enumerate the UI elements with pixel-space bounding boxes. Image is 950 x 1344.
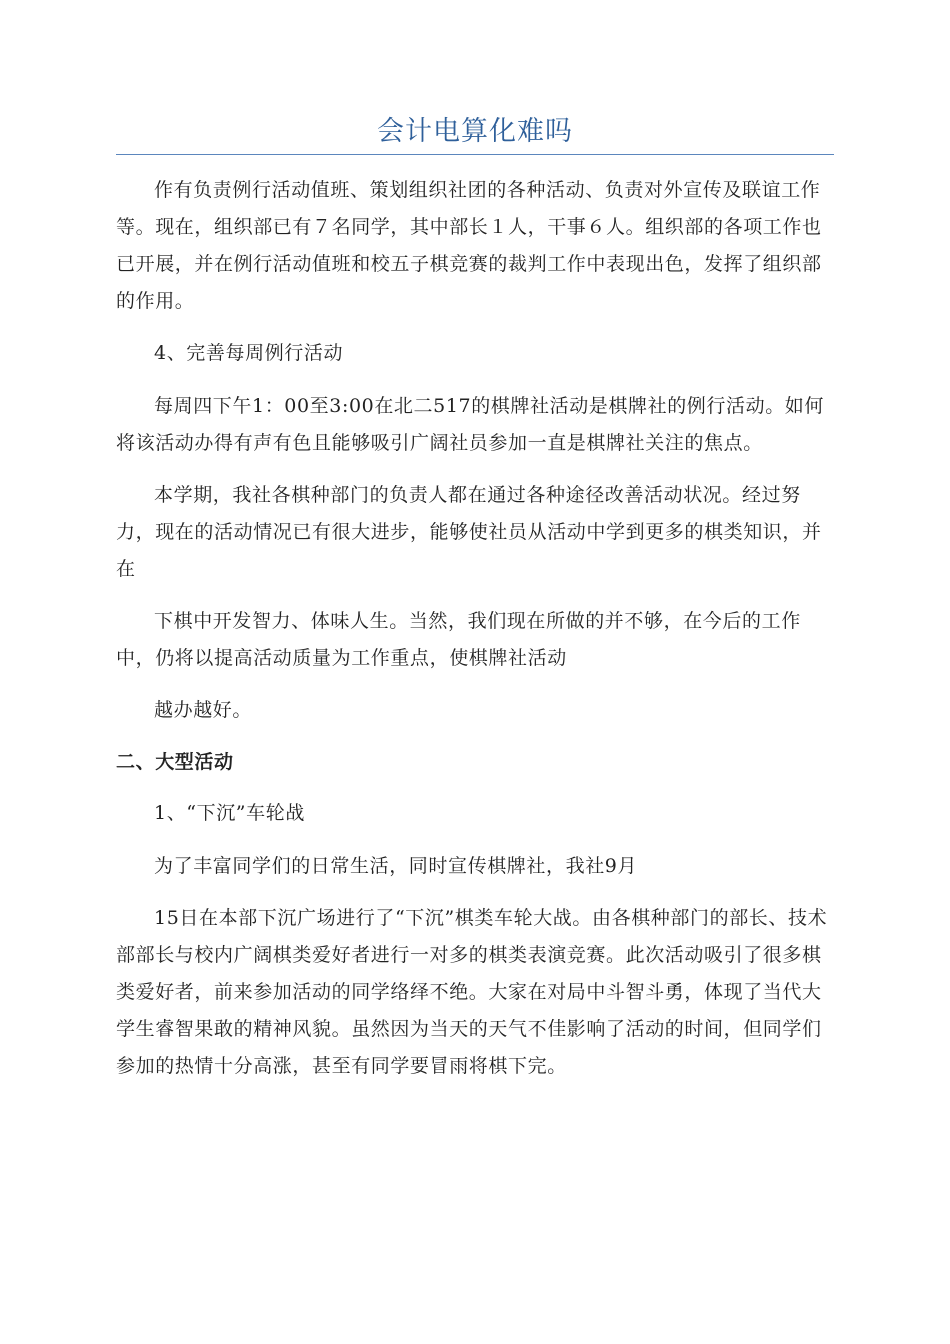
paragraph: 作有负责例行活动值班、策划组织社团的各种活动、负责对外宣传及联谊工作等。现在，组织部已有７名同学，其中部长１人，干事６人。组织部的各项工作也已开展，并在例行活动值班和校五子棋竞赛的裁判工作中表现出色，发挥了组织部的作用。 (116, 179, 822, 312)
paragraph: 15日在本部下沉广场进行了“下沉”棋类车轮大战。由各棋种部门的部长、技术部部长与校内广阔棋类爱好者进行一对多的棋类表演竞赛。此次活动吸引了很多棋类爱好者，前来参加活动的同学络绎不绝。大家在对局中斗智斗勇，体现了当代大学生睿智果敢的精神风貌。虽然因为当天的天气不佳影响了活动的时间，但同学们参加的热情十分高涨，甚至有同学要冒雨将棋下完。 (116, 907, 828, 1077)
paragraph: 每周四下午1：00至3:00在北二517的棋牌社活动是棋牌社的例行活动。如何将该活动办得有声有色且能够吸引广阔社员参加一直是棋牌社关注的焦点。 (116, 395, 824, 454)
subheading-weekly-activity: 4、完善每周例行活动 (154, 342, 344, 364)
title-underline (116, 154, 834, 155)
paragraph: 为了丰富同学们的日常生活，同时宣传棋牌社，我社9月 (154, 855, 638, 877)
paragraph: 本学期，我社各棋种部门的负责人都在通过各种途径改善活动状况。经过努力，现在的活动情况已有很大进步，能够使社员从活动中学到更多的棋类知识，并在 (116, 484, 822, 580)
subheading-wheel-battle: 1、“下沉”车轮战 (154, 802, 305, 824)
paragraph: 越办越好。 (154, 699, 253, 721)
document-title: 会计电算化难吗 (377, 116, 573, 147)
paragraph: 下棋中开发智力、体味人生。当然，我们现在所做的并不够，在今后的工作中，仍将以提高活动质量为工作重点，使棋牌社活动 (116, 610, 801, 669)
section-heading: 二、大型活动 (116, 751, 234, 773)
document-body (116, 172, 836, 1100)
